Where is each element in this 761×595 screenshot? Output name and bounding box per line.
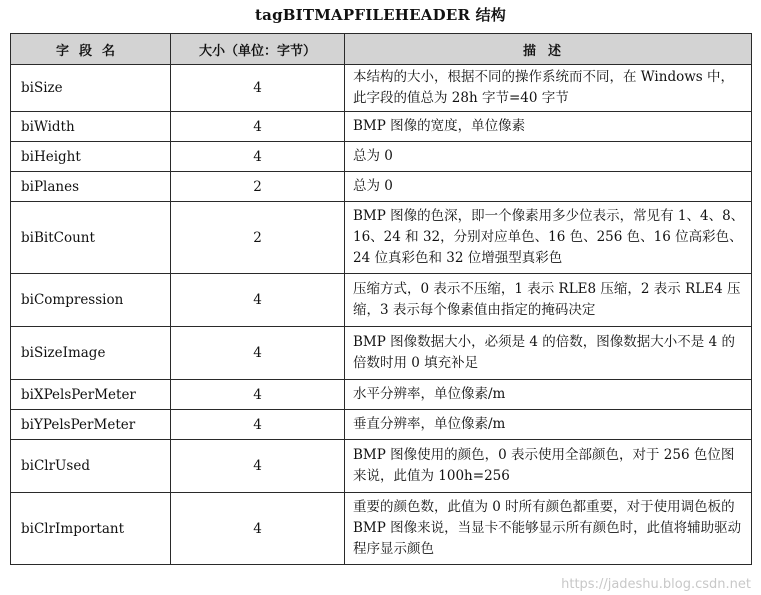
field-name-cell: biWidth [11, 112, 171, 142]
table-caption: tagBITMAPFILEHEADER 结构 [255, 6, 506, 24]
field-size-cell: 2 [171, 202, 345, 274]
field-name-cell: biSizeImage [11, 327, 171, 380]
field-name-cell: biClrImportant [11, 493, 171, 565]
field-size-cell: 4 [171, 274, 345, 327]
field-size-cell: 4 [171, 112, 345, 142]
table-row [11, 493, 752, 565]
field-size-cell: 4 [171, 493, 345, 565]
table-row [11, 112, 752, 142]
table-row [11, 172, 752, 202]
field-description-cell: 总为 0 [345, 142, 752, 172]
header-row [11, 34, 752, 65]
table-row [11, 410, 752, 440]
field-size-cell: 4 [171, 65, 345, 112]
field-description-cell: BMP 图像数据大小，必须是 4 的倍数，图像数据大小不是 4 的倍数时用 0 填充补足 [345, 327, 752, 380]
field-description-cell: 压缩方式，0 表示不压缩，1 表示 RLE8 压缩，2 表示 RLE4 压缩，3 表示每个像素值由指定的掩码决定 [345, 274, 752, 327]
field-name-cell: biYPelsPerMeter [11, 410, 171, 440]
table-row [11, 380, 752, 410]
field-size-cell: 4 [171, 380, 345, 410]
field-description-cell: BMP 图像使用的颜色，0 表示使用全部颜色，对于 256 色位图来说，此值为 100h=256 [345, 440, 752, 493]
bitmap-info-header-table [10, 33, 752, 565]
field-size-cell: 4 [171, 142, 345, 172]
field-name-cell: biPlanes [11, 172, 171, 202]
field-name-cell: biBitCount [11, 202, 171, 274]
table-row [11, 440, 752, 493]
watermark-url: https://jadeshu.blog.csdn.net [561, 577, 751, 592]
field-name-cell: biSize [11, 65, 171, 112]
field-description-cell: 垂直分辨率，单位像素/m [345, 410, 752, 440]
field-name-cell: biClrUsed [11, 440, 171, 493]
table-row [11, 65, 752, 112]
column-header-size: 大小（单位：字节） [171, 34, 345, 65]
field-size-cell: 4 [171, 410, 345, 440]
field-description-cell: BMP 图像的宽度，单位像素 [345, 112, 752, 142]
field-size-cell: 2 [171, 172, 345, 202]
field-description-cell: 本结构的大小，根据不同的操作系统而不同，在 Windows 中，此字段的值总为 28h 字节=40 字节 [345, 65, 752, 112]
table-row [11, 142, 752, 172]
column-header-description: 描述 [345, 34, 752, 65]
field-description-cell: 重要的颜色数，此值为 0 时所有颜色都重要，对于使用调色板的 BMP 图像来说，当显卡不能够显示所有颜色时，此值将辅助驱动程序显示颜色 [345, 493, 752, 565]
field-description-cell: 总为 0 [345, 172, 752, 202]
column-header-field-name: 字段名 [11, 34, 171, 65]
field-size-cell: 4 [171, 440, 345, 493]
field-name-cell: biHeight [11, 142, 171, 172]
field-name-cell: biCompression [11, 274, 171, 327]
field-description-cell: BMP 图像的色深，即一个像素用多少位表示，常见有 1、4、8、16、24 和 32，分别对应单色、16 色、256 色、16 位高彩色、24 位真彩色和 32 位增强型真彩色 [345, 202, 752, 274]
table-row [11, 202, 752, 274]
table-row [11, 327, 752, 380]
field-name-cell: biXPelsPerMeter [11, 380, 171, 410]
table-row [11, 274, 752, 327]
field-description-cell: 水平分辨率，单位像素/m [345, 380, 752, 410]
field-size-cell: 4 [171, 327, 345, 380]
